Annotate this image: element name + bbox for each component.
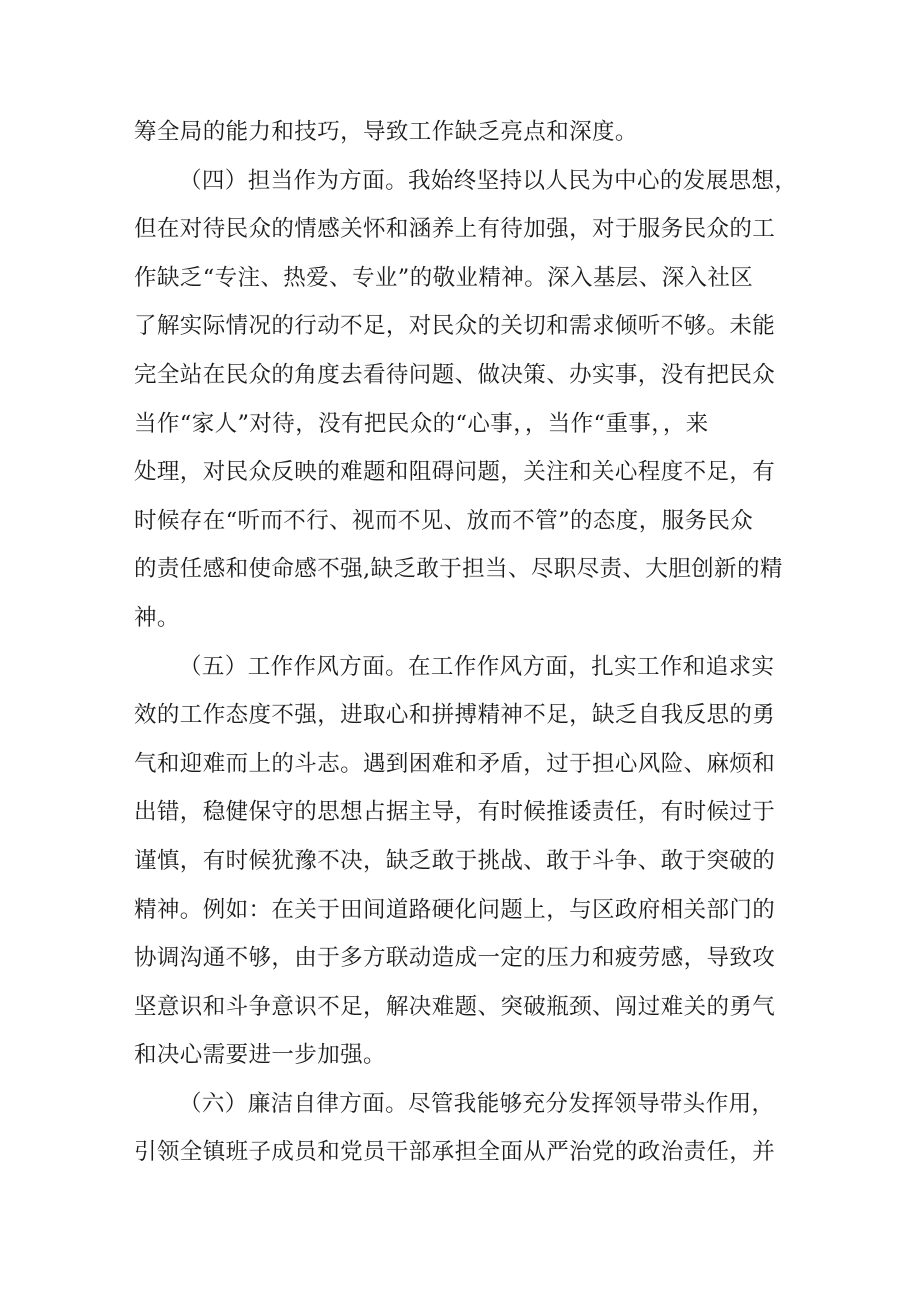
paragraph-line: 引领全镇班子成员和党员干部承担全面从严治党的政治责任，并 bbox=[134, 1139, 776, 1166]
section-heading-line: （六）廉洁自律方面。尽管我能够充分发挥领导带头作用， bbox=[179, 1090, 775, 1117]
paragraph-line: 神。 bbox=[134, 604, 180, 631]
paragraph-line: 效的工作态度不强，进取心和拼搏精神不足，缺乏自我反思的勇 bbox=[134, 702, 776, 729]
paragraph-line: 坚意识和斗争意识不足，解决难题、突破瓶颈、闯过难关的勇气 bbox=[134, 993, 776, 1020]
paragraph-line: 处理，对民众反映的难题和阻碍问题，关注和关心程度不足，有 bbox=[134, 459, 776, 486]
section-heading-line: （五）工作作风方面。在工作作风方面，扎实工作和追求实 bbox=[179, 653, 775, 680]
paragraph-line: 协调沟通不够，由于多方联动造成一定的压力和疲劳感，导致攻 bbox=[134, 945, 776, 972]
paragraph-line: 完全站在民众的角度去看待问题、做决策、办实事，没有把民众 bbox=[134, 361, 776, 388]
paragraph-line: 谨慎，有时候犹豫不决，缺乏敢于挑战、敢于斗争、敢于突破的 bbox=[134, 847, 776, 874]
paragraph-line: 时候存在“听而不行、视而不见、放而不管”的态度，服务民众 bbox=[134, 507, 754, 534]
paragraph-line: 和决心需要进一步加强。 bbox=[134, 1042, 386, 1069]
section-heading-line: （四）担当作为方面。我始终坚持以人民为中心的发展思想， bbox=[179, 167, 798, 194]
paragraph-line: 了解实际情况的行动不足，对民众的关切和需求倾听不够。未能 bbox=[134, 313, 776, 340]
paragraph-line: 但在对待民众的情感关怀和涵养上有待加强，对于服务民众的工 bbox=[134, 216, 776, 243]
paragraph-line: 当作“家人”对待，没有把民众的“心事，，当作“重事，，来 bbox=[134, 410, 709, 437]
document-body bbox=[134, 108, 800, 1177]
paragraph-line: 气和迎难而上的斗志。遇到困难和矛盾，过于担心风险、麻烦和 bbox=[134, 750, 776, 777]
paragraph-line: 出错，稳健保守的思想占据主导，有时候推诿责任，有时候过于 bbox=[134, 799, 776, 826]
paragraph-line: 精神。例如：在关于田间道路硬化问题上，与区政府相关部门的 bbox=[134, 896, 776, 923]
paragraph-line: 作缺乏“专注、热爱、专业”的敬业精神。深入基层、深入社区 bbox=[134, 264, 754, 291]
paragraph-line: 的责任感和使命感不强,缺乏敢于担当、尽职尽责、大胆创新的精 bbox=[134, 556, 783, 583]
paragraph-line: 筹全局的能力和技巧，导致工作缺乏亮点和深度。 bbox=[134, 119, 638, 145]
